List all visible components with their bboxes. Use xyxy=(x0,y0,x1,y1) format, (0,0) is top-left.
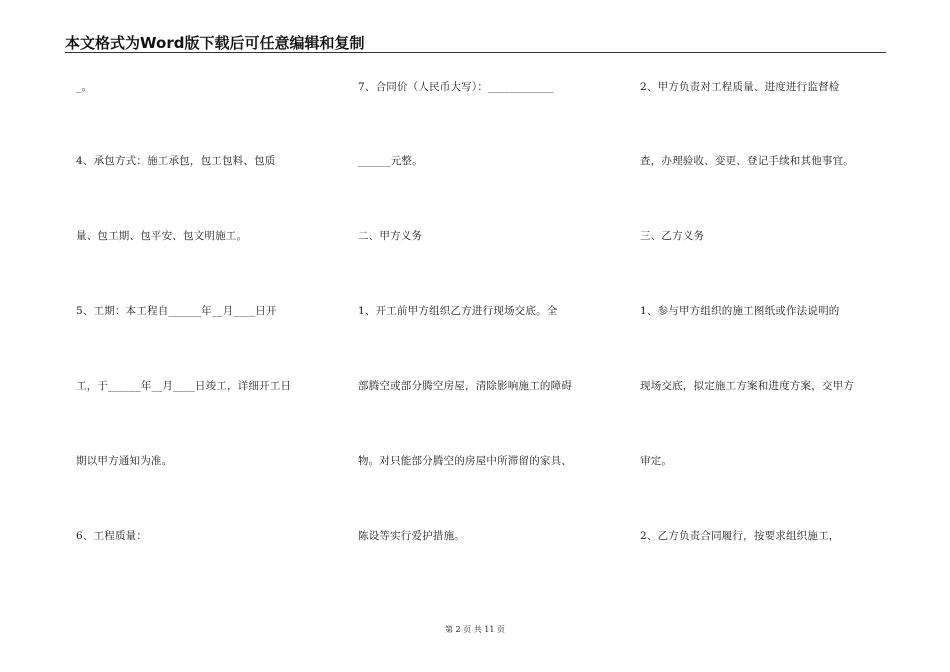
section-heading: 三、乙方义务 xyxy=(640,230,705,242)
paragraph-line: 1、开工前甲方组织乙方进行现场交底。全 xyxy=(358,305,558,317)
paragraph-line: ______元整。 xyxy=(358,155,423,167)
paragraph-line: 量、包工期、包平安、包文明施工。 xyxy=(76,230,248,242)
paragraph-line: 2、甲方负责对工程质量、进度进行监督检 xyxy=(640,81,840,93)
paragraph-line: 物。对只能部分腾空的房屋中所滞留的家具、 xyxy=(358,455,572,467)
paragraph-line: 4、承包方式：施工承包，包工包料、包质 xyxy=(76,155,276,167)
paragraph-line: 2、乙方负责合同履行，按要求组织施工， xyxy=(640,530,840,542)
paragraph-line: 审定。 xyxy=(640,455,673,467)
page-number-footer: 第 2 页 共 11 页 xyxy=(445,625,505,634)
paragraph-line: _。 xyxy=(76,81,93,93)
header-divider xyxy=(65,52,886,53)
paragraph-line: 7、合同价（人民币大写）：____________ xyxy=(358,81,554,93)
paragraph-line: 工，于______年__月____日竣工，详细开工日 xyxy=(76,380,292,392)
paragraph-line: 1、参与甲方组织的施工图纸或作法说明的 xyxy=(640,305,840,317)
paragraph-line: 期以甲方通知为准。 xyxy=(76,455,173,467)
paragraph-line: 6、工程质量： xyxy=(76,530,148,542)
paragraph-line: 5、工期：本工程自______年__月____日开 xyxy=(76,305,277,317)
section-heading: 二、甲方义务 xyxy=(358,230,423,242)
document-header-title: 本文格式为Word版下载后可任意编辑和复制 xyxy=(65,34,365,52)
paragraph-line: 现场交底，拟定施工方案和进度方案，交甲方 xyxy=(640,380,854,392)
paragraph-line: 查，办理验收、变更、登记手续和其他事宜。 xyxy=(640,155,854,167)
paragraph-line: 部腾空或部分腾空房屋，清除影响施工的障碍 xyxy=(358,380,572,392)
paragraph-line: 陈设等实行爱护措施。 xyxy=(358,530,465,542)
